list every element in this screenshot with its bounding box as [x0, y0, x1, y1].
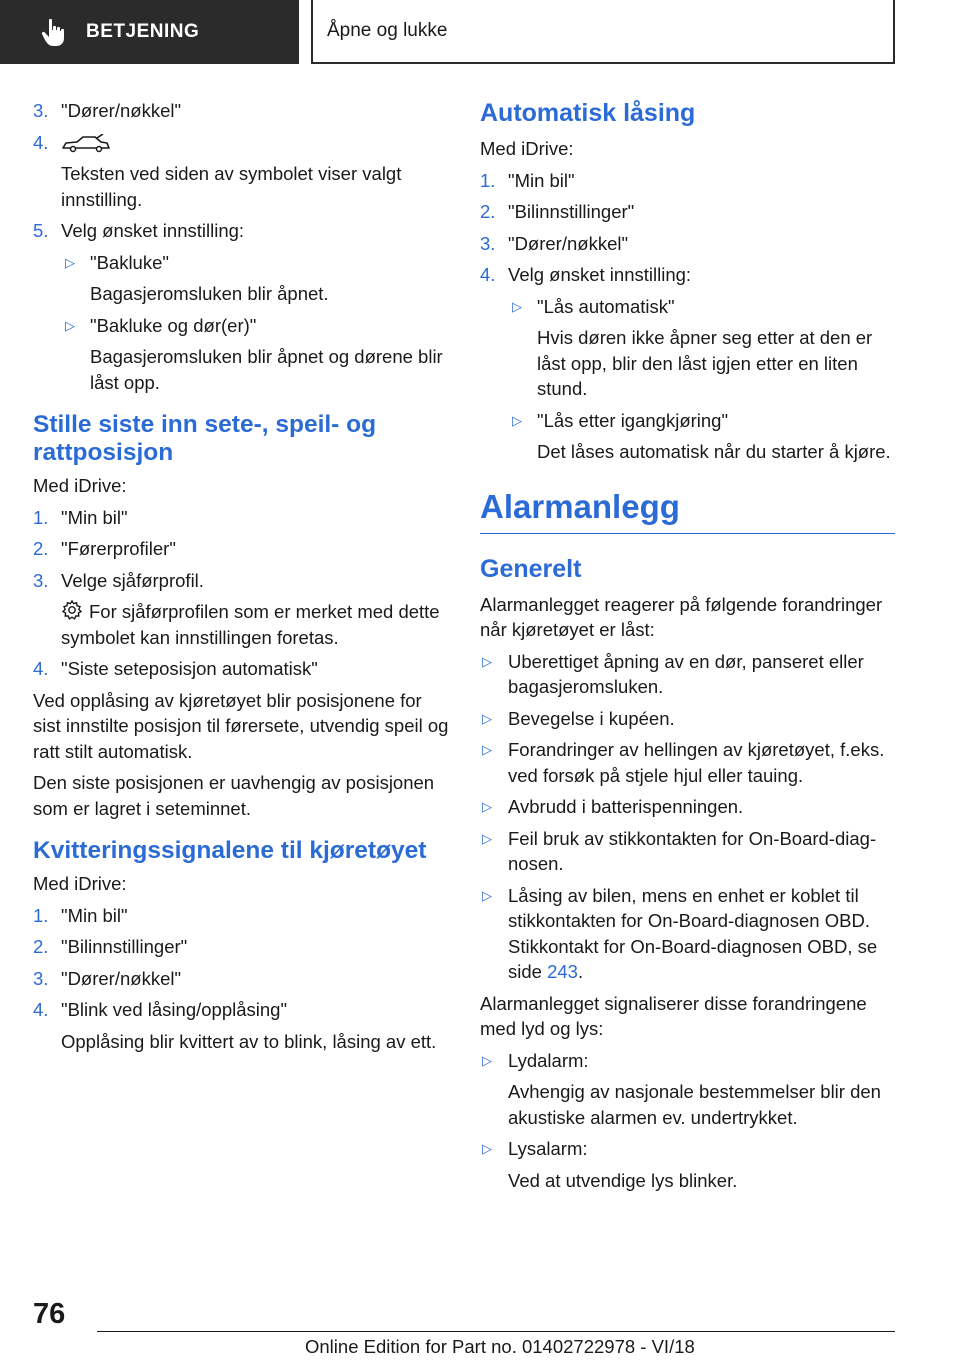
list-text: "Dører/nøkkel": [508, 232, 629, 254]
bullet-description: Ved at utvendige lys blinker.: [508, 1169, 738, 1191]
item-description: Teksten ved siden av symbolet viser valgt innstilling.: [61, 163, 402, 210]
note: [33, 599, 451, 650]
list-text: "Min bil": [61, 506, 128, 528]
section-label: Åpne og lukke: [327, 20, 448, 41]
list-item: [33, 98, 451, 124]
chapter-label: BETJENING: [86, 21, 200, 42]
list-number: 4.: [33, 658, 49, 679]
list-text: Velg ønsket innstilling:: [61, 220, 245, 241]
paragraph: Den siste posisjonen er uavhengig av posisjonen som er lagret i seteminnet.: [33, 772, 435, 819]
triangle-bullet-icon: ▷: [65, 317, 75, 333]
section-tab: [311, 0, 895, 64]
sub-option: [480, 408, 895, 434]
option-label: "Lås etter igangkjøring": [537, 409, 729, 431]
hand-pointer-icon: [40, 17, 66, 47]
list-number: 2.: [480, 201, 496, 222]
bullet-text: Lysalarm:: [508, 1138, 588, 1159]
triangle-bullet-icon: ▷: [512, 298, 522, 314]
triangle-bullet-icon: ▷: [512, 412, 522, 428]
triangle-bullet-icon: ▷: [482, 1141, 492, 1156]
intro-text: Med iDrive:: [480, 138, 574, 159]
list-item: [33, 966, 451, 992]
bullet-text-end: .: [577, 961, 584, 982]
list-text: "Dører/nøkkel": [61, 967, 182, 989]
list-text: "Dører/nøkkel": [61, 100, 182, 121]
paragraph: Ved opplåsing av kjøretøyet blir posisjonene for sist innstilte posisjon til førersete, utvendig speil og ratt stilt automatisk.: [33, 689, 449, 762]
option-description: Bagasjeromsluken blir åpnet.: [90, 283, 329, 304]
list-item: [33, 934, 451, 960]
triangle-bullet-icon: ▷: [482, 799, 492, 814]
triangle-bullet-icon: ▷: [482, 742, 492, 757]
sub-option: [33, 313, 451, 339]
list-number: 2.: [33, 538, 49, 559]
list-number: 1.: [480, 169, 496, 191]
bullet-item: [480, 826, 895, 877]
bullet-item: [480, 1048, 895, 1074]
chapter-tab: [0, 0, 299, 64]
chapter-title: Alarmanlegg: [480, 487, 895, 534]
list-item: [33, 536, 451, 562]
list-number: 1.: [33, 904, 49, 926]
list-item: [33, 130, 451, 156]
bullet-text: Låsing av bilen, mens en enhet er koblet til stikkontakten for On-Board-diagnosen OBD. Stikkontakt for On-Board-diagnosen OBD, se side: [508, 884, 878, 982]
list-number: 5.: [33, 220, 49, 241]
list-number: 3.: [33, 967, 49, 989]
bullet-item: [480, 706, 895, 732]
list-item: [480, 168, 895, 194]
list-text: Velge sjåførprofil.: [61, 569, 204, 591]
sub-option: [480, 294, 895, 320]
bullet-item: [480, 737, 895, 788]
list-item: [33, 997, 451, 1023]
page-number: 76: [33, 1298, 66, 1330]
edition-text: Online Edition for Part no. 01402722978 - VI/18: [305, 1336, 695, 1357]
list-number: 4.: [480, 264, 496, 285]
bullet-item: [480, 1136, 895, 1162]
list-text: "Bilinnstillinger": [508, 201, 635, 222]
intro-text: Alarmanlegget reagerer på følgende forandringer når kjøretøyet er låst:: [480, 593, 883, 640]
triangle-bullet-icon: ▷: [482, 830, 492, 846]
sub-option: [33, 250, 451, 276]
page-header: [0, 0, 960, 66]
section-heading: Stille siste inn sete-, speil- og rattposisjon: [33, 411, 377, 466]
section-heading: Kvitteringssignalene til kjøretøyet: [33, 837, 427, 864]
list-item: [480, 231, 895, 257]
bullet-item: [480, 883, 895, 985]
list-text: "Blink ved låsing/opplåsing": [61, 999, 288, 1020]
gear-icon: [61, 599, 83, 621]
triangle-bullet-icon: ▷: [65, 254, 75, 270]
bullet-text: Forandringer av hellingen av kjøretøyet, f.eks. ved forsøk på stjele hjul eller tauing.: [508, 739, 885, 786]
item-description: Opplåsing blir kvittert av to blink, låsing av ett.: [61, 1030, 437, 1052]
list-text: "Min bil": [508, 169, 575, 191]
bullet-item: [480, 649, 895, 700]
bullet-description: Avhengig av nasjonale bestemmelser blir den akustiske alarmen ev. undertrykket.: [508, 1081, 881, 1128]
option-label: "Lås automatisk": [537, 295, 675, 317]
list-text: "Førerprofiler": [61, 538, 176, 559]
option-label: "Bakluke og dør(er)": [90, 314, 257, 336]
list-item: [480, 262, 895, 288]
list-text: Velg ønsket innstilling:: [508, 264, 692, 285]
list-number: 3.: [33, 100, 49, 121]
list-number: 2.: [33, 936, 49, 957]
footer-divider: [97, 1331, 895, 1332]
intro-text: Med iDrive:: [33, 475, 127, 496]
bullet-item: [480, 794, 895, 820]
list-item: [33, 505, 451, 531]
page-link[interactable]: 243: [547, 961, 578, 982]
bullet-text: Lydalarm:: [508, 1049, 589, 1071]
list-number: 3.: [33, 569, 49, 591]
bullet-text: Bevegelse i kupéen.: [508, 707, 675, 729]
list-text: "Bilinnstillinger": [61, 936, 188, 957]
option-label: "Bakluke": [90, 251, 169, 273]
bullet-text: Feil bruk av stikkontakten for On-Board-diagnosen.: [508, 827, 877, 874]
section-heading: Generelt: [480, 554, 582, 583]
list-number: 3.: [480, 232, 496, 254]
car-icon: [61, 134, 111, 154]
option-description: Det låses automatisk når du starter å kjøre.: [537, 441, 891, 462]
note-text: For sjåførprofilen som er merket med dette symbolet kan innstillingen foretas.: [61, 601, 440, 648]
intro-text: Med iDrive:: [33, 873, 127, 894]
triangle-bullet-icon: ▷: [482, 653, 492, 669]
list-item: [33, 568, 451, 594]
right-column: [480, 98, 895, 1199]
triangle-bullet-icon: ▷: [482, 710, 492, 726]
paragraph: Alarmanlegget signaliserer disse forandringene med lyd og lys:: [480, 992, 867, 1039]
list-item: [33, 656, 451, 682]
triangle-bullet-icon: ▷: [482, 887, 492, 903]
list-number: 4.: [33, 131, 49, 153]
bullet-text: Avbrudd i batterispenningen.: [508, 796, 744, 817]
list-item: [33, 218, 451, 244]
option-description: Hvis døren ikke åpner seg etter at den er låst opp, blir den låst igjen etter en liten stund.: [537, 327, 873, 399]
list-item: [33, 903, 451, 929]
list-item: [480, 199, 895, 225]
left-column: [33, 98, 451, 1060]
option-description: Bagasjeromsluken blir åpnet og dørene blir låst opp.: [90, 346, 443, 393]
bullet-text: Uberettiget åpning av en dør, panseret eller bagasjeromsluken.: [508, 650, 864, 697]
section-heading: Automatisk låsing: [480, 99, 696, 127]
list-text: "Min bil": [61, 904, 128, 926]
list-number: 1.: [33, 506, 49, 528]
list-number: 4.: [33, 999, 49, 1020]
list-text: "Siste seteposisjon automatisk": [61, 658, 318, 679]
triangle-bullet-icon: ▷: [482, 1052, 492, 1068]
